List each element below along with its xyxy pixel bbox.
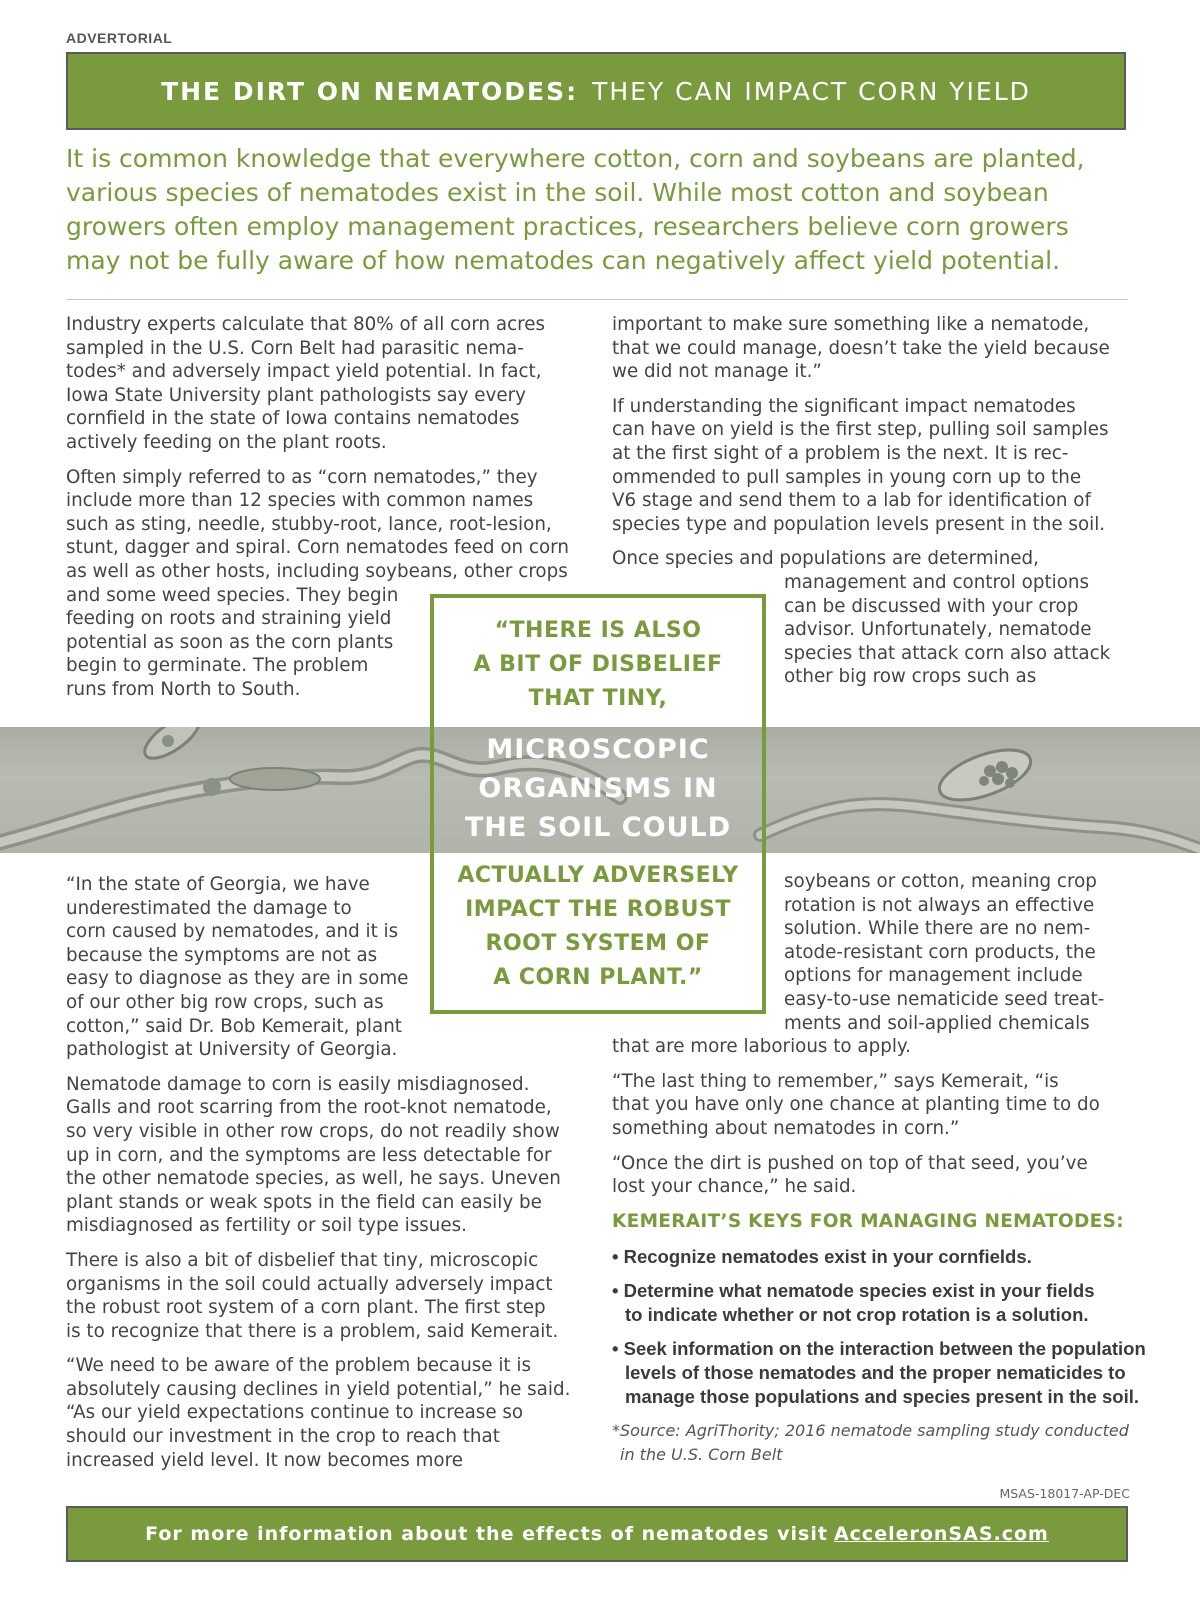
text-line: such as sting, needle, stubby-root, lance, root-lesion,: [66, 513, 552, 535]
text-line: increased yield level. It now becomes more: [66, 1449, 463, 1471]
divider: [66, 299, 1128, 300]
document-code: MSAS-18017-AP-DEC: [999, 1486, 1130, 1501]
text-line: advisor. Unfortunately, nematode: [784, 619, 1092, 641]
text-line: other big row crops such as: [784, 666, 1037, 688]
text-line: Galls and root scarring from the root-knot nematode,: [66, 1097, 552, 1119]
text-line: potential as soon as the corn plants: [66, 631, 394, 653]
text-line: absolutely causing declines in yield potential,” he said.: [66, 1378, 571, 1400]
text-line: “As our yield expectations continue to increase so: [66, 1402, 524, 1424]
text-line: of our other big row crops, such as: [66, 991, 384, 1013]
paragraph: [612, 395, 1110, 537]
text-line: underestimated the damage to: [66, 897, 352, 919]
text-line: the robust root system of a corn plant. The first step: [66, 1297, 546, 1319]
quote-line: THAT TINY,: [528, 686, 668, 711]
paragraph: [66, 1354, 570, 1472]
intro-line: various species of nematodes exist in the soil. While most cotton and soybean: [66, 178, 1049, 207]
text-line: sampled in the U.S. Corn Belt had parasitic nema-: [66, 337, 524, 359]
left-column-bottom: [66, 873, 570, 1472]
text-line: runs from North to South.: [66, 678, 301, 700]
text-line: species type and population levels present in the soil.: [612, 513, 1106, 535]
text-line: that we could manage, doesn’t take the yield because: [612, 337, 1110, 359]
text-line: the other nematode species, as well, he says. Uneven: [66, 1168, 561, 1190]
quote-line: MICROSCOPIC: [486, 734, 710, 765]
text-line: that are more laborious to apply.: [612, 1036, 911, 1058]
bullet-item: [612, 1337, 1146, 1409]
text-line: Nematode damage to corn is easily misdiagnosed.: [66, 1073, 530, 1095]
paragraph: [612, 1070, 1146, 1141]
source-note: [612, 1419, 1146, 1467]
text-line: can be discussed with your crop: [784, 595, 1079, 617]
text-line: todes* and adversely impact yield potential. In fact,: [66, 361, 542, 383]
pull-quote-top: [430, 614, 766, 716]
text-line: Once species and populations are determined,: [612, 548, 1039, 570]
text-line: and some weed species. They begin: [66, 584, 399, 606]
text-line: There is also a bit of disbelief that tiny, microscopic: [66, 1249, 539, 1271]
paragraph: [612, 313, 1110, 384]
bullet-line: • Determine what nematode species exist in your fields: [612, 1280, 1095, 1302]
text-line: easy-to-use nematicide seed treat-: [784, 988, 1105, 1010]
text-line: atode-resistant corn products, the: [784, 941, 1096, 963]
text-line: at the first sight of a problem is the next. It is rec-: [612, 442, 1069, 464]
text-line: should our investment in the crop to reach that: [66, 1426, 500, 1448]
text-line: Industry experts calculate that 80% of all corn acres: [66, 314, 546, 335]
text-line: is to recognize that there is a problem, said Kemerait.: [66, 1320, 559, 1342]
text-line: up in corn, and the symptoms are less detectable for: [66, 1144, 552, 1166]
text-line: include more than 12 species with common names: [66, 490, 534, 512]
paragraph: [612, 870, 1146, 1059]
title-light: THEY CAN IMPACT CORN YIELD: [592, 76, 1031, 106]
text-line: organisms in the soil could actually adversely impact: [66, 1273, 553, 1295]
footer-text: For more information about the effects of nematodes visit: [145, 1523, 828, 1545]
text-line: Iowa State University plant pathologists say every: [66, 384, 526, 406]
text-line: lost your chance,” he said.: [612, 1176, 857, 1198]
text-line: “We need to be aware of the problem because it is: [66, 1355, 532, 1377]
text-line: something about nematodes in corn.”: [612, 1117, 960, 1139]
intro-line: It is common knowledge that everywhere cotton, corn and soybeans are planted,: [66, 144, 1085, 173]
title-bold: THE DIRT ON NEMATODES:: [161, 76, 579, 106]
bullet-line: levels of those nematodes and the proper nematicides to: [625, 1362, 1126, 1384]
intro-paragraph: [66, 142, 1136, 278]
bullet-line: to indicate whether or not crop rotation is a solution.: [625, 1304, 1089, 1326]
source-line: *Source: AgriThority; 2016 nematode sampling study conducted: [612, 1421, 1129, 1441]
bullet-list: [612, 1245, 1146, 1409]
text-line: “Once the dirt is pushed on top of that seed, you’ve: [612, 1152, 1088, 1174]
text-line: actively feeding on the plant roots.: [66, 431, 387, 453]
quote-line: ACTUALLY ADVERSELY: [457, 863, 739, 888]
text-line: easy to diagnose as they are in some: [66, 968, 409, 990]
footer-banner: [66, 1506, 1128, 1562]
text-line: plant stands or weak spots in the field can easily be: [66, 1191, 542, 1213]
right-column-bottom: [612, 870, 1146, 1467]
text-line: begin to germinate. The problem: [66, 655, 369, 677]
source-line: in the U.S. Corn Belt: [620, 1445, 783, 1465]
text-line: feeding on roots and straining yield: [66, 608, 392, 630]
text-line: cotton,” said Dr. Bob Kemerait, plant: [66, 1015, 402, 1037]
text-line: so very visible in other row crops, do not readily show: [66, 1120, 560, 1142]
text-line: cornfield in the state of Iowa contains nematodes: [66, 408, 520, 430]
text-line: pathologist at University of Georgia.: [66, 1039, 398, 1061]
text-line: misdiagnosed as fertility or soil type issues.: [66, 1215, 467, 1237]
bullet-item: [612, 1279, 1146, 1327]
text-line: “The last thing to remember,” says Kemerait, “is: [612, 1070, 1059, 1092]
quote-line: IMPACT THE ROBUST: [465, 897, 731, 922]
quote-line: “THERE IS ALSO: [494, 618, 702, 643]
text-line: corn caused by nematodes, and it is: [66, 921, 399, 943]
intro-line: growers often employ management practices, researchers believe corn growers: [66, 212, 1069, 241]
paragraph: [66, 313, 569, 455]
quote-line: THE SOIL COULD: [464, 812, 732, 843]
quote-line: ORGANISMS IN: [478, 773, 718, 804]
website-link[interactable]: AcceleronSAS.com: [833, 1523, 1049, 1545]
title-banner: [66, 52, 1126, 130]
bullet-line: manage those populations and species present in the soil.: [625, 1386, 1139, 1408]
advertorial-label: ADVERTORIAL: [66, 30, 173, 46]
text-line: as well as other hosts, including soybeans, other crops: [66, 560, 568, 582]
paragraph: [66, 873, 570, 1062]
text-line: we did not manage it.”: [612, 361, 822, 383]
quote-line: ROOT SYSTEM OF: [485, 931, 711, 956]
text-line: species that attack corn also attack: [784, 642, 1111, 664]
text-line: can have on yield is the first step, pulling soil samples: [612, 419, 1109, 441]
text-line: Often simply referred to as “corn nematodes,” they: [66, 466, 538, 488]
text-line: “In the state of Georgia, we have: [66, 874, 370, 895]
text-line: important to make sure something like a nematode,: [612, 314, 1090, 335]
text-line: because the symptoms are not as: [66, 944, 378, 966]
quote-line: A BIT OF DISBELIEF: [473, 652, 723, 677]
bullet-line: • Recognize nematodes exist in your cornfields.: [612, 1246, 1032, 1268]
quote-line: A CORN PLANT.”: [493, 965, 703, 990]
paragraph: [66, 1073, 570, 1238]
text-line: stunt, dagger and spiral. Corn nematodes feed on corn: [66, 537, 569, 559]
text-line: solution. While there are no nem-: [784, 918, 1091, 940]
text-line: soybeans or cotton, meaning crop: [784, 871, 1097, 892]
text-line: management and control options: [784, 571, 1089, 593]
bullet-line: • Seek information on the interaction between the population: [612, 1338, 1146, 1360]
intro-line: may not be fully aware of how nematodes can negatively affect yield potential.: [66, 246, 1061, 275]
text-line: If understanding the significant impact nematodes: [612, 395, 1076, 417]
text-line: options for management include: [784, 965, 1083, 987]
paragraph: [66, 1249, 570, 1343]
text-line: ments and soil-applied chemicals: [784, 1012, 1090, 1034]
text-line: V6 stage and send them to a lab for identification of: [612, 490, 1091, 512]
keys-heading: KEMERAIT’S KEYS FOR MANAGING NEMATODES:: [612, 1210, 1124, 1232]
pull-quote-middle: [430, 730, 766, 847]
text-line: ommended to pull samples in young corn up to the: [612, 466, 1082, 488]
text-line: rotation is not always an effective: [784, 894, 1095, 916]
paragraph: [612, 1152, 1146, 1199]
bullet-item: [612, 1245, 1146, 1269]
text-line: that you have only one chance at planting time to do: [612, 1094, 1100, 1116]
